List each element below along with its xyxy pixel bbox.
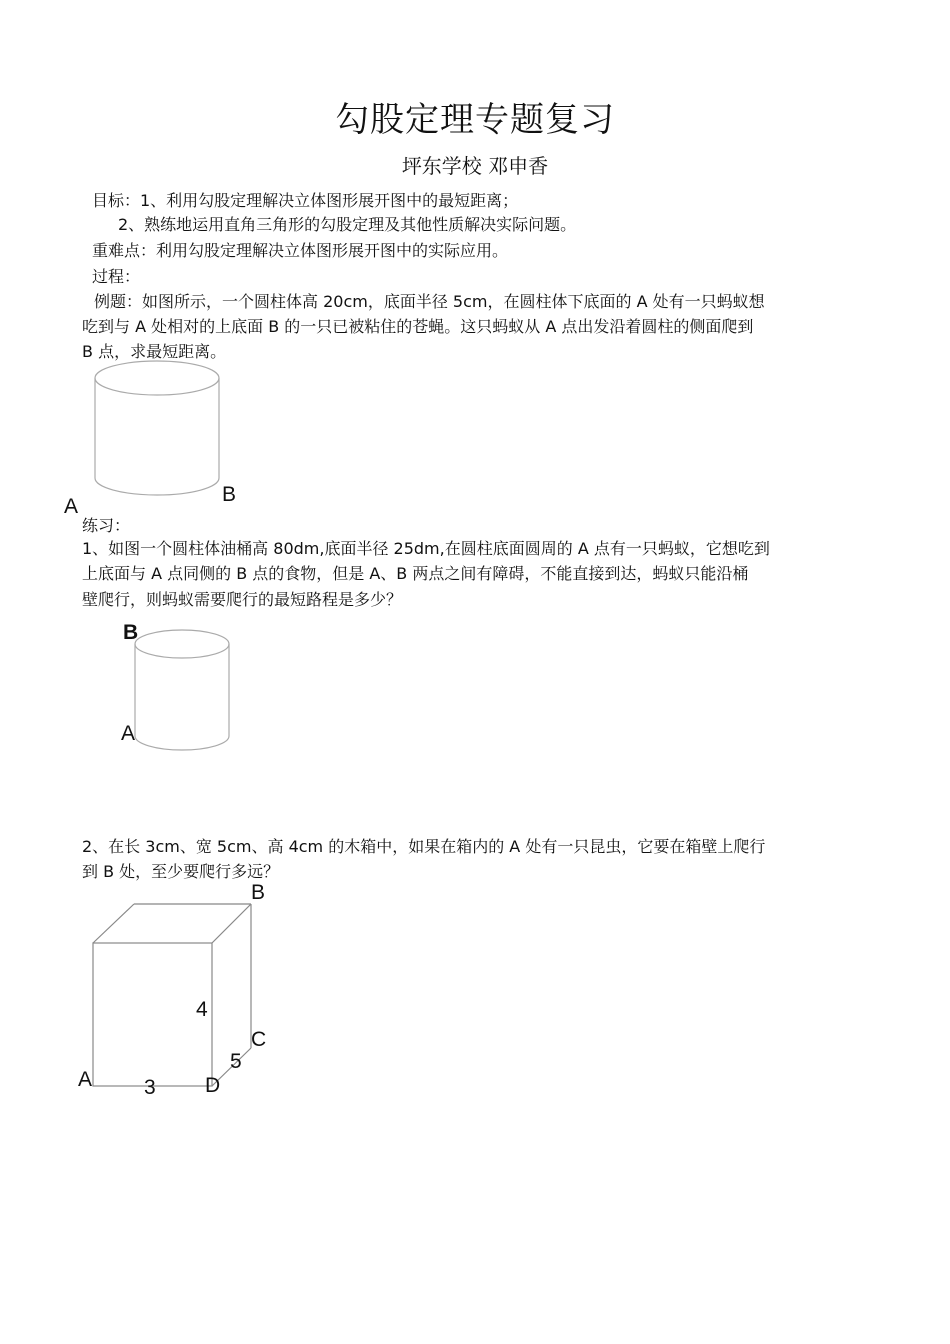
practice2-label-a: A	[78, 1068, 93, 1091]
process-heading: 过程：	[92, 267, 141, 286]
goal-2: 2、熟练地运用直角三角形的勾股定理及其他性质解决实际问题。	[118, 215, 577, 234]
difficulty-line: 重难点：利用勾股定理解决立体图形展开图中的实际应用。	[92, 241, 509, 260]
practice2-label-c: C	[251, 1028, 267, 1051]
practice1-cylinder-figure	[135, 630, 229, 750]
example-line-3: B 点，求最短距离。	[82, 342, 227, 361]
practice1-label-a: A	[121, 722, 136, 745]
goal-1: 目标：1、利用勾股定理解决立体图形展开图中的最短距离；	[92, 191, 519, 210]
example-label-a: A	[64, 495, 79, 518]
practice-heading: 练习：	[82, 516, 131, 535]
example-line-1: 例题：如图所示，一个圆柱体高 20cm，底面半径 5cm，在圆柱体下底面的 A 处有一只蚂蚁想	[94, 292, 765, 311]
practice2-label-b: B	[251, 881, 266, 904]
practice2-box-figure	[93, 904, 251, 1086]
author-line: 坪东学校 邓申香	[401, 154, 549, 178]
practice1-line-2: 上底面与 A 点同侧的 B 点的食物，但是 A、B 两点之间有障碍，不能直接到达，蚂蚁只能沿桶	[82, 564, 749, 583]
example-line-2: 吃到与 A 处相对的上底面 B 的一只已被粘住的苍蝇。这只蚂蚁从 A 点出发沿着圆柱的侧面爬到	[82, 317, 754, 336]
practice1-line-3: 壁爬行，则蚂蚁需要爬行的最短路程是多少？	[82, 590, 403, 609]
example-label-b: B	[222, 483, 237, 506]
practice2-line-1: 2、在长 3cm、宽 5cm、高 4cm 的木箱中，如果在箱内的 A 处有一只昆虫，它要在箱壁上爬行	[82, 837, 766, 856]
practice2-label-d: D	[205, 1074, 221, 1097]
practice1-label-b: B	[123, 621, 139, 644]
practice2-dim-width: 5	[230, 1050, 242, 1073]
practice2-dim-height: 4	[196, 998, 208, 1021]
practice2-dim-length: 3	[144, 1076, 156, 1099]
practice1-line-1: 1、如图一个圆柱体油桶高 80dm,底面半径 25dm,在圆柱底面圆周的 A 点有一只蚂蚁，它想吃到	[82, 539, 770, 558]
page-title: 勾股定理专题复习	[335, 100, 615, 140]
practice2-line-2: 到 B 处，至少要爬行多远？	[82, 862, 280, 881]
